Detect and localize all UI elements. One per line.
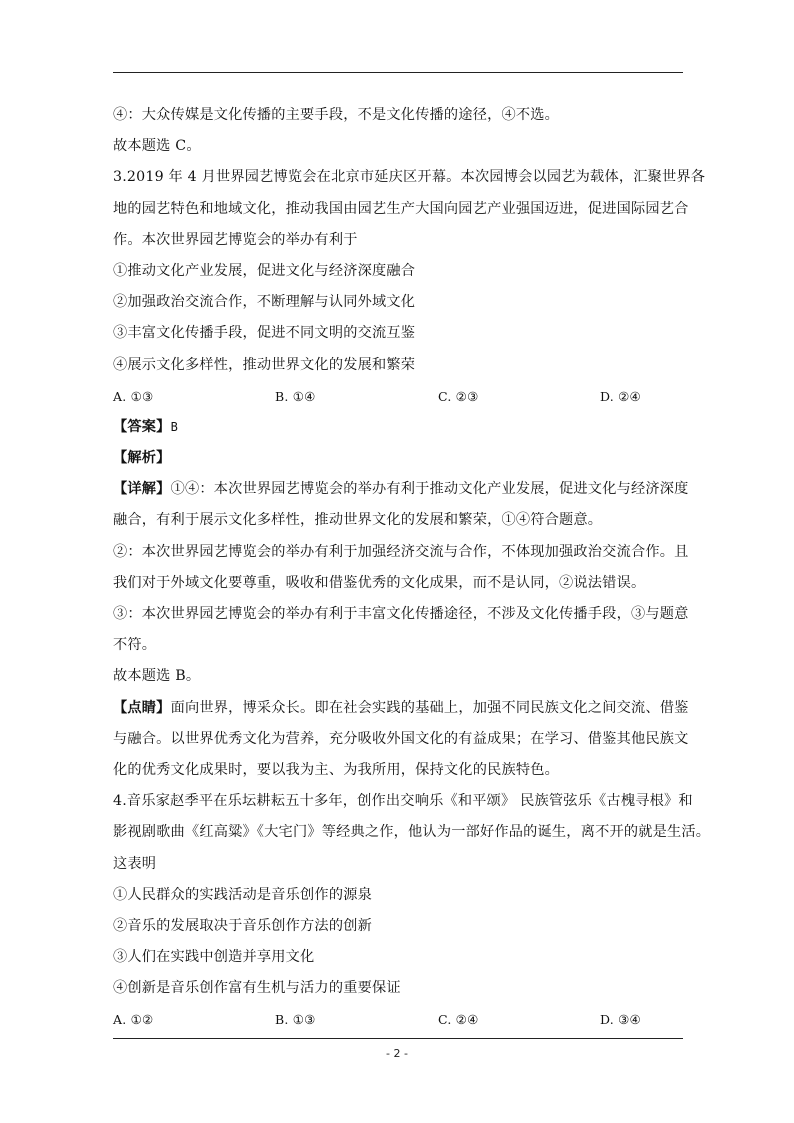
question-3-stem: 作。本次世界园艺博览会的举办有利于 (113, 231, 358, 248)
question-4-item: ④创新是音乐创作富有生机与活力的重要保证 (113, 980, 401, 997)
answer-line (113, 412, 685, 443)
page-number: - 2 - (386, 1047, 408, 1060)
question-4-item: ①人民群众的实践活动是音乐创作的源泉 (113, 886, 372, 903)
detail-text: ①④：本次世界园艺博览会的举办有利于推动文化产业发展，促进文化与经济深度 (170, 481, 689, 498)
question-3-item: ③丰富文化传播手段，促进不同文明的交流互鉴 (113, 325, 416, 342)
question-4-stem: 4.音乐家赵季平在乐坛耕耘五十多年，创作出交响乐《和平颂》 民族管弦乐《古槐寻根》和 (113, 793, 693, 810)
text-line: 故本题选 C。 (113, 138, 201, 155)
answer-label: 【答案】 (113, 418, 171, 435)
option-c: C. ②④ (438, 1012, 479, 1028)
footer-rule (113, 1038, 683, 1039)
header-rule (113, 72, 683, 73)
question-4-item: ③人们在实践中创造并享用文化 (113, 949, 315, 966)
detail-text: 我们对于外域文化要尊重，吸收和借鉴优秀的文化成果，而不是认同，②说法错误。 (113, 574, 646, 591)
option-a: A. ①② (113, 1012, 154, 1028)
question-3-stem: 3.2019 年 4 月世界园艺博览会在北京市延庆区开幕。本次园博会以园艺为载体，汇聚世界各 (113, 169, 706, 186)
option-b: B. ①④ (275, 388, 316, 404)
analysis-line (113, 443, 685, 474)
answer-value: B (170, 419, 178, 434)
question-3-item: ④展示文化多样性，推动世界文化的发展和繁荣 (113, 356, 416, 373)
option-d: D. ③④ (600, 1012, 641, 1028)
page-body (113, 100, 711, 1036)
text-line: ④：大众传媒是文化传播的主要手段，不是文化传播的途径，④不选。 (113, 107, 560, 123)
question-3-item: ②加强政治交流合作，不断理解与认同外域文化 (113, 294, 416, 311)
detail-conclusion: 故本题选 B。 (113, 668, 201, 685)
analysis-label: 【解析】 (113, 450, 171, 467)
question-4-item: ②音乐的发展取决于音乐创作方法的创新 (113, 917, 372, 934)
detail-text: 融合，有利于展示文化多样性，推动世界文化的发展和繁荣，①④符合题意。 (113, 512, 603, 529)
point-label: 【点睛】 (113, 699, 171, 716)
option-c: C. ②③ (438, 388, 479, 404)
detail-text: ③：本次世界园艺博览会的举办有利于丰富文化传播途径，不涉及文化传播手段，③与题意 (113, 606, 689, 622)
option-b: B. ①③ (275, 1012, 316, 1028)
point-line (113, 693, 689, 724)
option-d: D. ②④ (600, 388, 641, 404)
question-4-stem: 这表明 (113, 855, 157, 872)
detail-line (113, 474, 689, 505)
point-text: 化的优秀文化成果时，要以我为主、为我所用，保持文化的民族特色。 (113, 761, 560, 778)
question-3-item: ①推动文化产业发展，促进文化与经济深度融合 (113, 262, 416, 279)
detail-label: 【详解】 (113, 481, 171, 498)
question-4-stem: 影视剧歌曲《红高粱》《大宅门》等经典之作，他认为一部好作品的诞生，离不开的就是生活。 (113, 824, 711, 841)
detail-text: ②：本次世界园艺博览会的举办有利于加强经济交流与合作，不体现加强政治交流合作。且 (113, 543, 689, 560)
question-3-options (113, 381, 685, 412)
point-text: 面向世界，博采众长。即在社会实践的基础上，加强不同民族文化之间交流、借鉴 (170, 699, 689, 716)
option-a: A. ①③ (113, 388, 154, 404)
detail-text: 不符。 (113, 637, 157, 654)
question-4-options (113, 1004, 685, 1035)
question-3-stem: 地的园艺特色和地域文化，推动我国由园艺生产大国向园艺产业强国迈进，促进国际园艺合 (113, 200, 689, 217)
point-text: 与融合。以世界优秀文化为营养，充分吸收外国文化的有益成果；在学习、借鉴其他民族文 (113, 730, 689, 747)
